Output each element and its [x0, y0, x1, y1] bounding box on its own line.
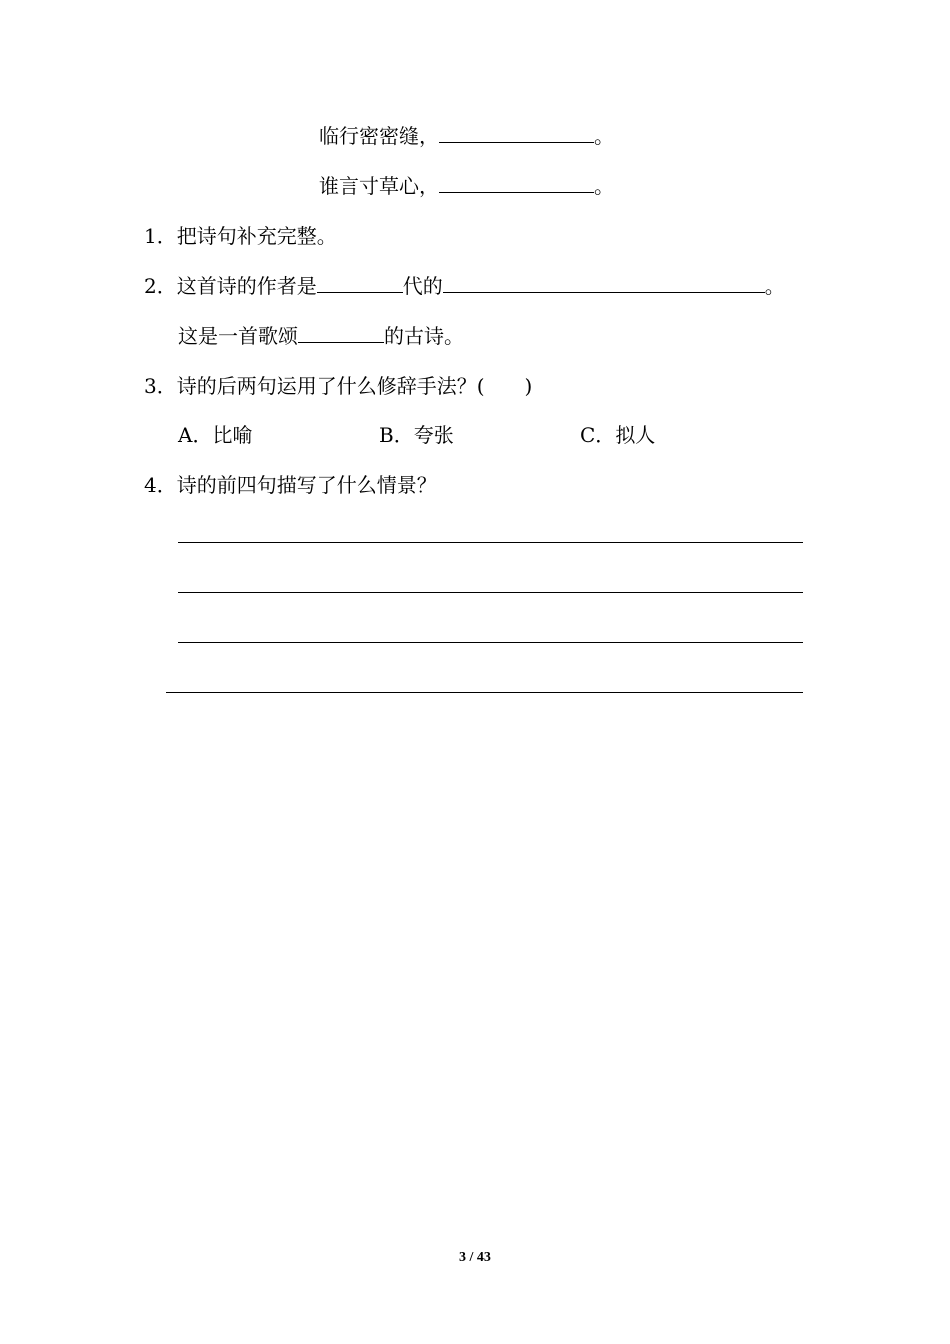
page-number: 3 / 43	[459, 1250, 491, 1265]
question-3-number: 3．	[144, 374, 177, 398]
option-a-label: A．	[178, 423, 213, 447]
question-2-dynasty-blank[interactable]	[317, 272, 403, 293]
question-1-text: 把诗句补充完整。	[176, 224, 337, 248]
question-3-text: 诗的后两句运用了什么修辞手法？	[176, 374, 477, 398]
question-1-number: 1．	[144, 224, 177, 248]
answer-line-3[interactable]	[178, 642, 803, 643]
question-3-option-b[interactable]	[379, 421, 454, 449]
question-2-part3: 。	[764, 274, 785, 298]
answer-line-2[interactable]	[178, 592, 803, 593]
poem-line-2-end: 。	[594, 174, 614, 198]
question-2	[144, 272, 785, 300]
question-3-option-a[interactable]	[178, 421, 252, 449]
question-3	[144, 372, 532, 400]
question-2-line2-part1: 这是一首歌颂	[178, 324, 298, 348]
poem-line-2-text: 谁言寸草心，	[319, 174, 439, 198]
question-3-option-c[interactable]	[580, 421, 655, 449]
question-2-number: 2．	[144, 274, 177, 298]
question-2-part1: 这首诗的作者是	[176, 274, 317, 298]
poem-line-1-blank[interactable]	[439, 122, 594, 143]
option-c-text: 拟人	[615, 423, 656, 447]
question-3-paren-close: )	[524, 374, 533, 398]
question-3-paren-open: (	[476, 374, 485, 398]
poem-line-1	[319, 122, 614, 150]
option-b-label: B．	[379, 423, 414, 447]
question-4-number: 4．	[144, 473, 177, 497]
answer-line-1[interactable]	[178, 542, 803, 543]
question-2-line-2	[178, 322, 464, 350]
poem-line-1-end: 。	[594, 124, 614, 148]
option-b-text: 夸张	[413, 423, 454, 447]
question-2-author-blank[interactable]	[443, 272, 765, 293]
poem-line-2-blank[interactable]	[439, 172, 594, 193]
option-c-label: C．	[580, 423, 616, 447]
option-a-text: 比喻	[212, 423, 253, 447]
question-2-praise-blank[interactable]	[298, 322, 384, 343]
question-2-line2-part2: 的古诗。	[384, 324, 464, 348]
poem-line-2	[319, 172, 614, 200]
answer-line-4[interactable]	[166, 692, 803, 693]
question-4	[144, 471, 437, 499]
question-4-text: 诗的前四句描写了什么情景？	[176, 473, 437, 497]
question-2-part2: 代的	[402, 274, 443, 298]
question-1	[144, 222, 337, 250]
poem-line-1-text: 临行密密缝，	[319, 124, 439, 148]
